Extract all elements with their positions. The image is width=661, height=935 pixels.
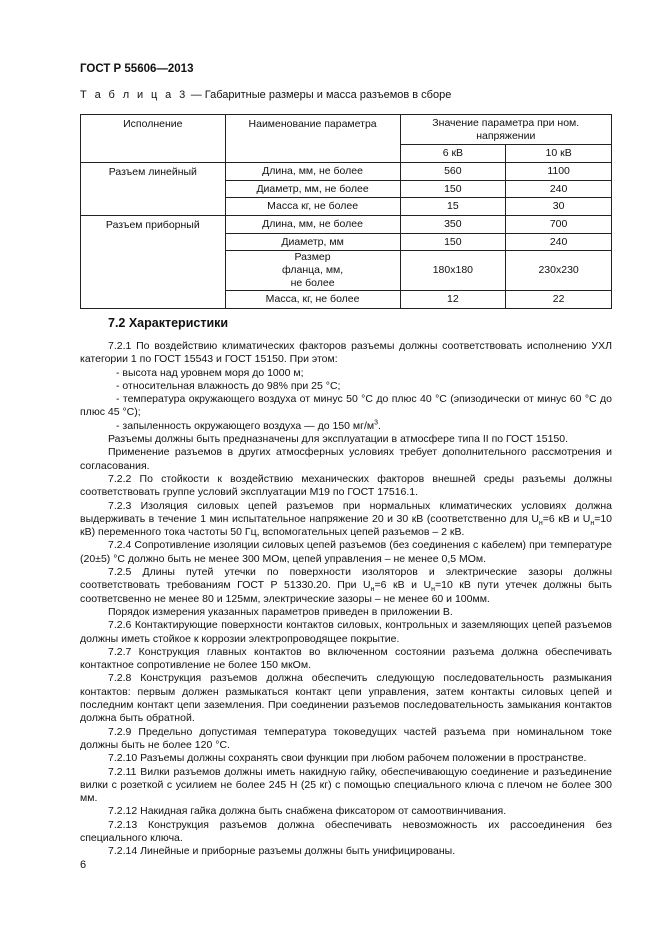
table-row xyxy=(81,163,612,181)
page-number: 6 xyxy=(80,859,87,871)
paragraph-7-2-10: 7.2.10 Разъемы должны сохранять свои функции при любом рабочем положении в пространстве. xyxy=(108,752,587,765)
body-text xyxy=(80,340,612,859)
value-10kv: 240 xyxy=(506,234,612,251)
list-item: - температура окружающего воздуха от минус 50 °С до плюс 40 °С (эпизодически от минус 60 °С до плюс 45 °С); xyxy=(80,393,612,419)
header-6kv: 6 кВ xyxy=(400,145,506,163)
subscript: н xyxy=(431,586,435,594)
paragraph-7-2-8: 7.2.8 Конструкция разъемов должна обеспечить следующую последовательность размыкания контактов: первым должен размыкаться контакт цепи управления, затем контакты силовых цепей и последним контакт цепи заземления. При соединении разъемов последовательность замыкания контактов должна быть обратной. xyxy=(80,672,612,725)
param-cell: Длина, мм, не более xyxy=(225,216,400,234)
text-part: - запыленность окружающего воздуха — до 150 мг/м xyxy=(116,419,375,432)
value-10kv: 1100 xyxy=(506,163,612,181)
value-10kv: 230x230 xyxy=(506,251,612,291)
param-cell: Масса кг, не более xyxy=(225,198,400,216)
subscript: н xyxy=(370,586,375,594)
paragraph-7-2-5 xyxy=(80,566,612,606)
paragraph-7-2-13: 7.2.13 Конструкция разъемов должна обеспечивать невозможность их рассоединения без специального ключа. xyxy=(80,818,612,844)
text-part: 7.2.3 Изоляция силовых цепей разъемов при нормальных климатических условиях должна выдерживать в течение 1 мин испытательное напряжение 20 и 30 кВ (соответственно для U xyxy=(80,499,612,525)
paragraph-7-2-2: 7.2.2 По стойкости к воздействию механических факторов внешней среды разъемы должны соответствовать группе условий эксплуатации М19 по ГОСТ 17516.1. xyxy=(80,472,612,499)
param-cell: Размер фланца, мм, не более xyxy=(225,251,400,291)
superscript: 3 xyxy=(374,419,378,427)
value-6kv: 150 xyxy=(400,234,506,251)
table-caption xyxy=(80,89,451,101)
group-instrument: Разъем приборный xyxy=(81,216,226,309)
document-header: ГОСТ Р 55606—2013 xyxy=(80,63,194,75)
list-item: - высота над уровнем моря до 1000 м; xyxy=(116,366,304,379)
group-linear: Разъем линейный xyxy=(81,163,226,216)
paragraph-7-2-12: 7.2.12 Накидная гайка должна быть снабжена фиксатором от самоотвинчивания. xyxy=(108,805,507,818)
param-cell: Длина, мм, не более xyxy=(225,163,400,181)
text-part: . xyxy=(378,419,381,432)
subscript: н xyxy=(538,519,543,527)
paragraph-7-2-11: 7.2.11 Вилки разъемов должны иметь накидную гайку, обеспечивающую соединение и разъединение вилки с розеткой с усилием не более 245 Н (25 кг) с помощью специального ключа с плечом не более 300 мм. xyxy=(80,765,612,805)
list-item: - относительная влажность до 98% при 25 °С; xyxy=(116,379,341,392)
value-10kv: 22 xyxy=(506,291,612,309)
table-row xyxy=(81,216,612,234)
value-6kv: 15 xyxy=(400,198,506,216)
value-10kv: 240 xyxy=(506,181,612,198)
value-6kv: 560 xyxy=(400,163,506,181)
header-value: Значение параметра при ном. напряжении xyxy=(400,115,612,145)
value-6kv: 12 xyxy=(400,291,506,309)
text-part: 7.2.5 Длины путей утечки по поверхности изоляторов и электрические зазоры должны соответствовать требованиям ГОСТ Р 51330.20. При U xyxy=(80,566,612,592)
list-item xyxy=(80,420,612,433)
param-cell: Масса, кг, не более xyxy=(225,291,400,309)
param-cell: Диаметр, мм xyxy=(225,234,400,251)
value-6kv: 350 xyxy=(400,216,506,234)
value-10kv: 30 xyxy=(506,198,612,216)
table-caption-label: Т а б л и ц а 3 xyxy=(80,89,188,101)
paragraph-order: Порядок измерения указанных параметров приведен в приложении В. xyxy=(108,605,453,618)
paragraph-atmosphere: Разъемы должны быть предназначены для эксплуатации в атмосфере типа II по ГОСТ 15150. xyxy=(108,433,569,446)
paragraph-7-2-9: 7.2.9 Предельно допустимая температура токоведущих частей разъема при номинальном токе должны быть не более 120 °С. xyxy=(80,725,612,751)
paragraph-7-2-4: 7.2.4 Сопротивление изоляции силовых цепей разъемов (без соединения с кабелем) при температуре (20±5) °С должно быть не менее 300 МОм, цепей управления – не менее 0,5 МОм. xyxy=(80,539,612,565)
text-part: =6 кВ и U xyxy=(542,512,591,525)
paragraph-7-2-1: 7.2.1 По воздействию климатических факторов разъемы должны соответствовать исполнению УХЛ категории 1 по ГОСТ 15543 и ГОСТ 15150. При этом: xyxy=(80,340,612,366)
dimensions-table xyxy=(80,114,612,309)
header-10kv: 10 кВ xyxy=(506,145,612,163)
paragraph-other-conditions: Применение разъемов в других атмосферных условиях требует дополнительного рассмотрения и согласования. xyxy=(80,446,612,472)
header-execution: Исполнение xyxy=(81,115,226,163)
paragraph-7-2-7: 7.2.7 Конструкция главных контактов во включенном состоянии разъема должна обеспечивать контактное сопротивление не более 150 мкОм. xyxy=(80,645,612,672)
value-6kv: 150 xyxy=(400,181,506,198)
value-6kv: 180x180 xyxy=(400,251,506,291)
text-part: =10 кВ) переменного тока частоты 50 Гц, вспомогательных цепей разъемов – 2 кВ. xyxy=(80,512,612,539)
header-param: Наименование параметра xyxy=(225,115,400,163)
text-part: =10 кВ пути утечек должны быть соответсвенно не менее 80 и 125мм, электрические зазоры – не менее 60 и 100мм. xyxy=(80,579,612,605)
section-title: 7.2 Характеристики xyxy=(108,316,229,330)
subscript: н xyxy=(590,519,595,527)
value-10kv: 700 xyxy=(506,216,612,234)
paragraph-7-2-14: 7.2.14 Линейные и приборные разъемы должны быть унифицированы. xyxy=(108,845,456,858)
paragraph-7-2-3 xyxy=(80,500,612,540)
paragraph-7-2-6: 7.2.6 Контактирующие поверхности контактов силовых, контрольных и заземляющих цепей разъемов должны иметь стойкое к коррозии электропроводящее покрытие. xyxy=(80,619,612,645)
table-caption-text: — Габаритные размеры и масса разъемов в сборе xyxy=(187,89,452,101)
text-part: =6 кВ и U xyxy=(374,579,432,592)
param-cell: Диаметр, мм, не более xyxy=(225,181,400,198)
